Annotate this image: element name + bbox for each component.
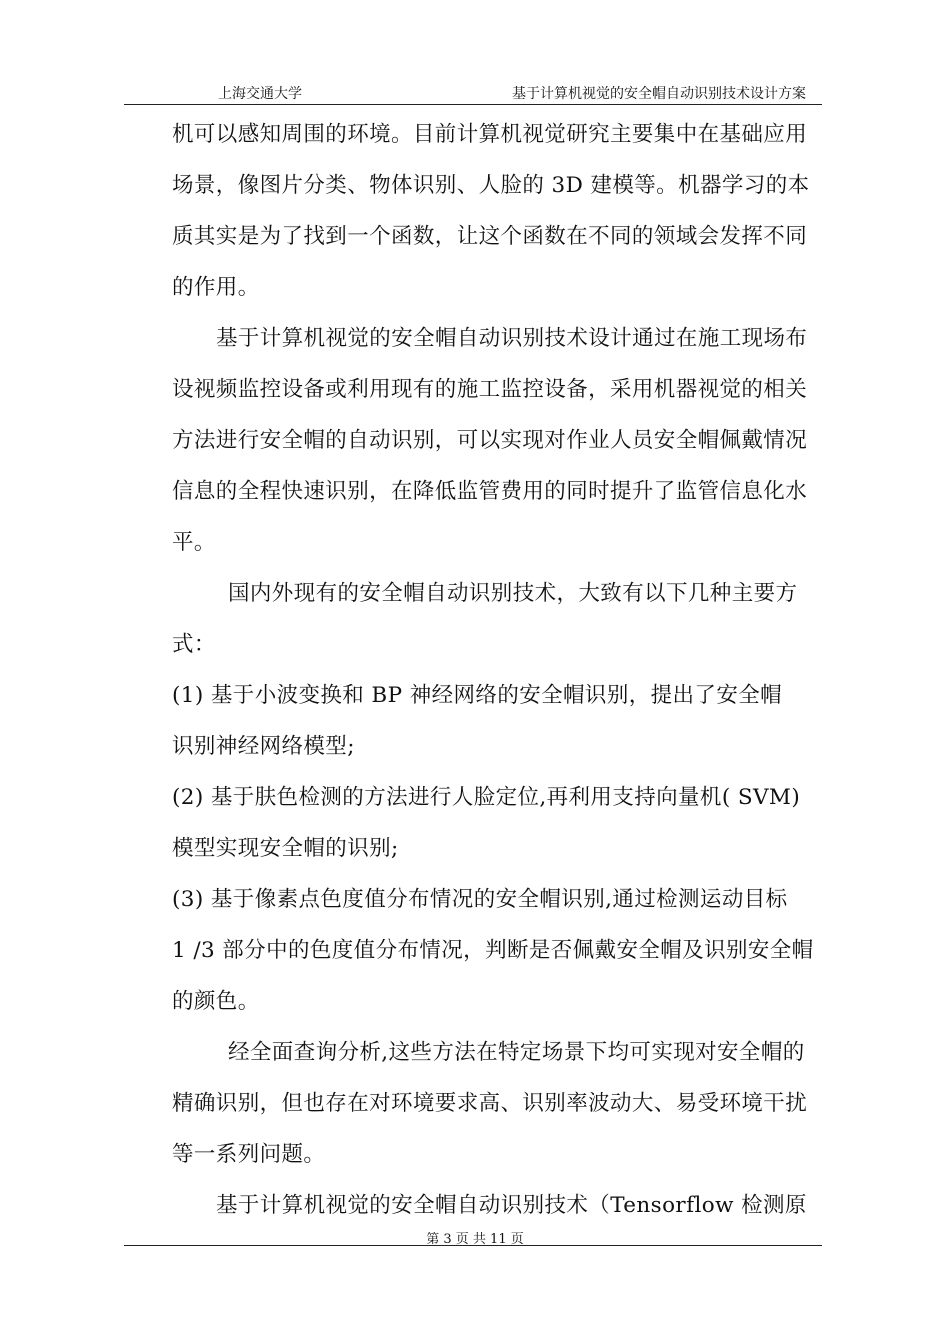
header-divider [124, 104, 822, 105]
document-body [172, 112, 824, 1234]
body-line: 国内外现有的安全帽自动识别技术，大致有以下几种主要方 [228, 581, 798, 606]
body-line: 识别神经网络模型; [172, 734, 355, 759]
body-line: 精确识别，但也存在对环境要求高、识别率波动大、易受环境干扰 [172, 1091, 808, 1116]
body-line: 的颜色。 [172, 989, 260, 1014]
body-line: 的作用。 [172, 275, 260, 300]
body-line: 场景，像图片分类、物体识别、人脸的 3D 建模等。机器学习的本 [172, 173, 810, 198]
body-line: 质其实是为了找到一个函数，让这个函数在不同的领域会发挥不同 [172, 224, 808, 249]
body-line: 等一系列问题。 [172, 1142, 326, 1167]
body-line: 经全面查询分析,这些方法在特定场景下均可实现对安全帽的 [228, 1040, 805, 1065]
body-line: 1 /3 部分中的色度值分布情况，判断是否佩戴安全帽及识别安全帽 [172, 938, 814, 963]
list-item-2: (2) 基于肤色检测的方法进行人脸定位,再利用支持向量机( SVM) [172, 785, 801, 810]
body-line: 基于计算机视觉的安全帽自动识别技术设计通过在施工现场布 [216, 326, 808, 351]
list-item-1: (1) 基于小波变换和 BP 神经网络的安全帽识别，提出了安全帽 [172, 683, 783, 708]
list-item-3: (3) 基于像素点色度值分布情况的安全帽识别,通过检测运动目标 [172, 887, 788, 912]
header-school-name: 上海交通大学 [218, 86, 302, 102]
body-line: 设视频监控设备或利用现有的施工监控设备，采用机器视觉的相关 [172, 377, 808, 402]
body-line: 信息的全程快速识别，在降低监管费用的同时提升了监管信息化水 [172, 479, 808, 504]
body-line: 基于计算机视觉的安全帽自动识别技术（Tensorflow 检测原 [216, 1193, 807, 1218]
body-line: 模型实现安全帽的识别; [172, 836, 399, 861]
body-line: 平。 [172, 530, 216, 555]
body-line: 式： [172, 632, 216, 657]
body-line: 机可以感知周围的环境。目前计算机视觉研究主要集中在基础应用 [172, 122, 808, 147]
body-line: 方法进行安全帽的自动识别，可以实现对作业人员安全帽佩戴情况 [172, 428, 808, 453]
footer-divider [124, 1245, 822, 1246]
header-document-title: 基于计算机视觉的安全帽自动识别技术设计方案 [512, 86, 806, 102]
page-number: 第 3 页 共 11 页 [426, 1232, 524, 1247]
